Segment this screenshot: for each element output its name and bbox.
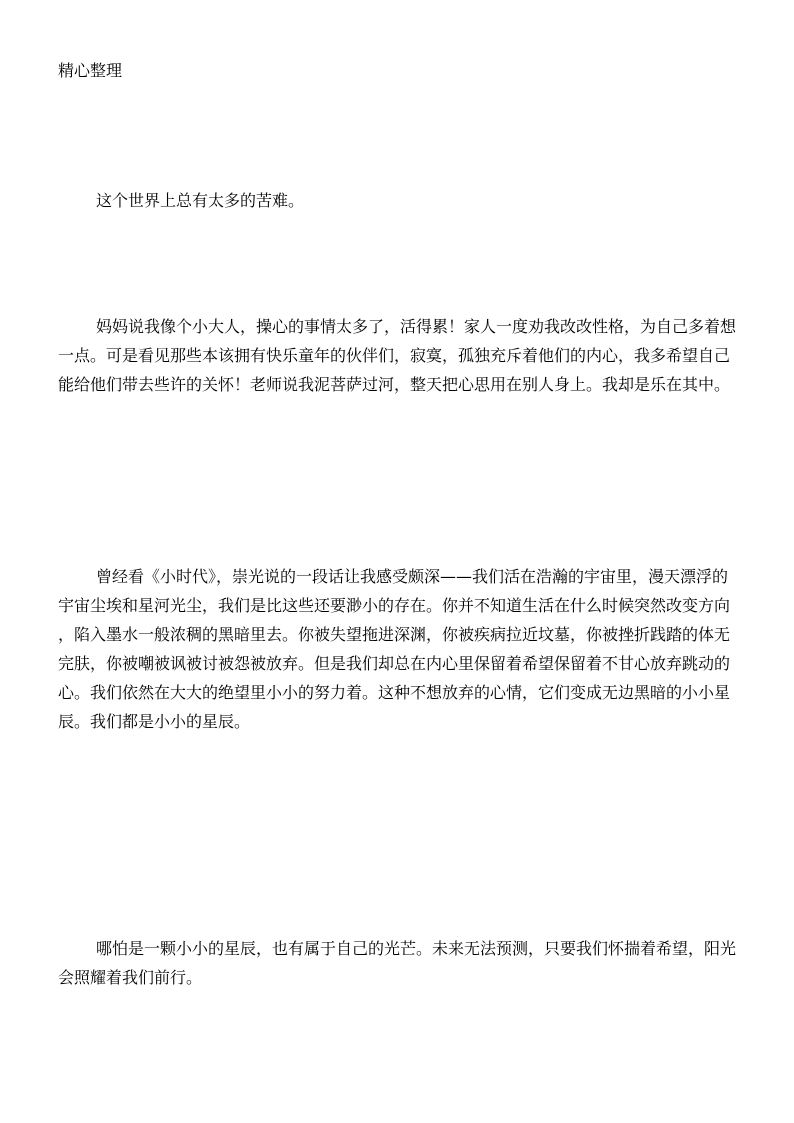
paragraph-4: 哪怕是一颗小小的星辰，也有属于自己的光芒。未来无法预测，只要我们怀揣着希望，阳光会照耀着我们前行。 [58,939,737,987]
paragraph-1: 这个世界上总有太多的苦难。 [96,191,305,210]
paragraph-3: 曾经看《小时代》，崇光说的一段话让我感受颇深——我们活在浩瀚的宇宙里，漫天漂浮的宇宙尘埃和星河光尘，我们是比这些还要渺小的存在。你并不知道生活在什么时候突然改变方向，陷入墨水一般浓稠的黑暗里去。你被失望拖进深渊，你被疾病拉近坟墓，你被挫折践踏的体无完肤，你被嘲被讽被讨被怨被放弃。但是我们却总在内心里保留着希望保留着不甘心放弃跳动的心。我们依然在大大的绝望里小小的努力着。这种不想放弃的心情，它们变成无边黑暗的小小星辰。我们都是小小的星辰。 [58,567,731,731]
paragraph-2: 妈妈说我像个小大人，操心的事情太多了，活得累！家人一度劝我改改性格，为自己多着想一点。可是看见那些本该拥有快乐童年的伙伴们，寂寞，孤独充斥着他们的内心，我多希望自己能给他们带去些许的关怀！老师说我泥菩萨过河，整天把心思用在别人身上。我却是乐在其中。 [58,317,737,394]
page-header: 精心整理 [58,61,123,80]
